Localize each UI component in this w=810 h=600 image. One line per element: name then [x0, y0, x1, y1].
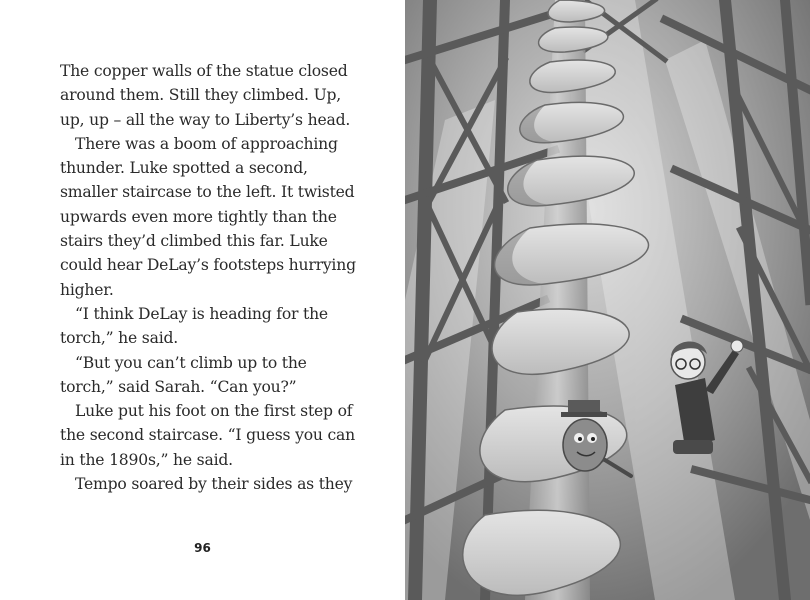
page-number: 96: [194, 541, 211, 555]
illustration-page: [405, 0, 810, 600]
paragraph-3: “I think DeLay is heading for the torch,” he said.: [60, 304, 328, 348]
paragraph-5: Luke put his foot on the first step of the second staircase. “I guess you can in the 1890s,” he said.: [60, 402, 355, 469]
paragraph-1: The copper walls of the statue closed around them. Still they climbed. Up, up, up – all the way to Liberty’s head.: [60, 62, 351, 129]
spiral-staircase-illustration: [405, 0, 810, 600]
paragraph-6: Tempo soared by their sides as they: [75, 475, 353, 494]
paragraph-2: There was a boom of approaching thunder. Luke spotted a second, smaller staircase to the left. It twisted upwards even more tightly than the stairs they’d climbed this far. Luke could hear DeLay’s footsteps hurrying higher.: [60, 134, 356, 299]
paragraph-4: “But you can’t climb up to the torch,” said Sarah. “Can you?”: [60, 353, 307, 396]
body-text: [60, 59, 360, 496]
